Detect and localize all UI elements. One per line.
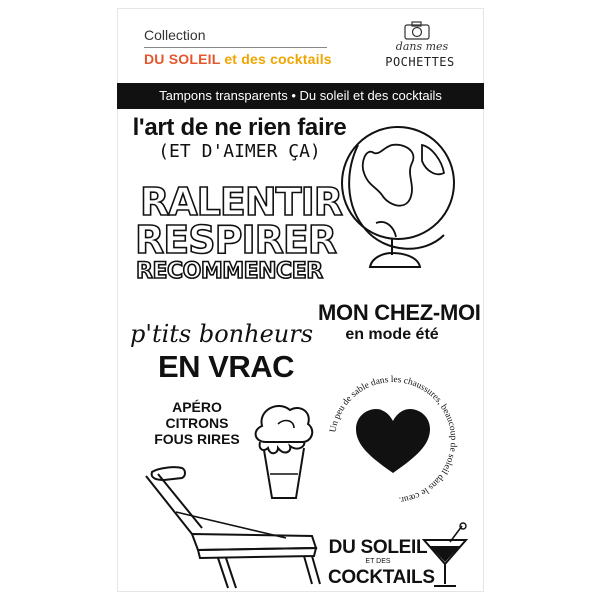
stamp-chez-moi: MON CHEZ-MOI bbox=[318, 300, 481, 325]
collection-divider bbox=[144, 47, 327, 48]
cocktail-glass-icon bbox=[420, 522, 470, 592]
stamp-en-vrac: EN VRAC bbox=[158, 349, 295, 384]
banner: Tampons transparents • Du soleil et des cocktails bbox=[117, 83, 484, 109]
globe-stamp bbox=[326, 115, 466, 285]
heart-circle-stamp bbox=[318, 365, 468, 515]
stamp-ralentir: RALENTIR bbox=[140, 180, 342, 224]
collection-label: Collection bbox=[144, 27, 206, 43]
brand-script: dans mes bbox=[395, 40, 449, 53]
camera-icon bbox=[404, 20, 430, 40]
stamp-apero: APÉRO bbox=[172, 399, 222, 415]
stamp-cocktails: COCKTAILS bbox=[328, 567, 435, 588]
stamp-mode-ete: en mode été bbox=[345, 326, 439, 343]
collection-title-main: DU SOLEIL bbox=[144, 51, 221, 67]
collection-title-sub: et des cocktails bbox=[224, 51, 332, 67]
circle-quote-text: Un peu de sable dans les chaussures, beaucoup de soleil dans le cœur. bbox=[328, 374, 459, 505]
stamp-art-line2: (ET D'AIMER ÇA) bbox=[158, 141, 321, 162]
stamp-respirer: RESPIRER bbox=[135, 218, 337, 262]
stamp-du-soleil: DU SOLEIL bbox=[328, 537, 428, 558]
stamp-art-line1: l'art de ne rien faire bbox=[132, 114, 347, 141]
lounge-chair-icon bbox=[136, 458, 336, 593]
stamp-et-des: ET DES bbox=[365, 558, 391, 565]
stamp-fous-rires: FOUS RIRES bbox=[154, 431, 240, 447]
stamp-citrons: CITRONS bbox=[165, 415, 229, 431]
stamp-ptits-bonheurs: p'tits bonheurs bbox=[130, 320, 314, 348]
collection-title bbox=[144, 51, 332, 67]
brand-name: POCHETTES bbox=[385, 55, 455, 69]
stamp-recommencer: RECOMMENCER bbox=[136, 259, 323, 284]
heart-icon bbox=[356, 409, 430, 473]
